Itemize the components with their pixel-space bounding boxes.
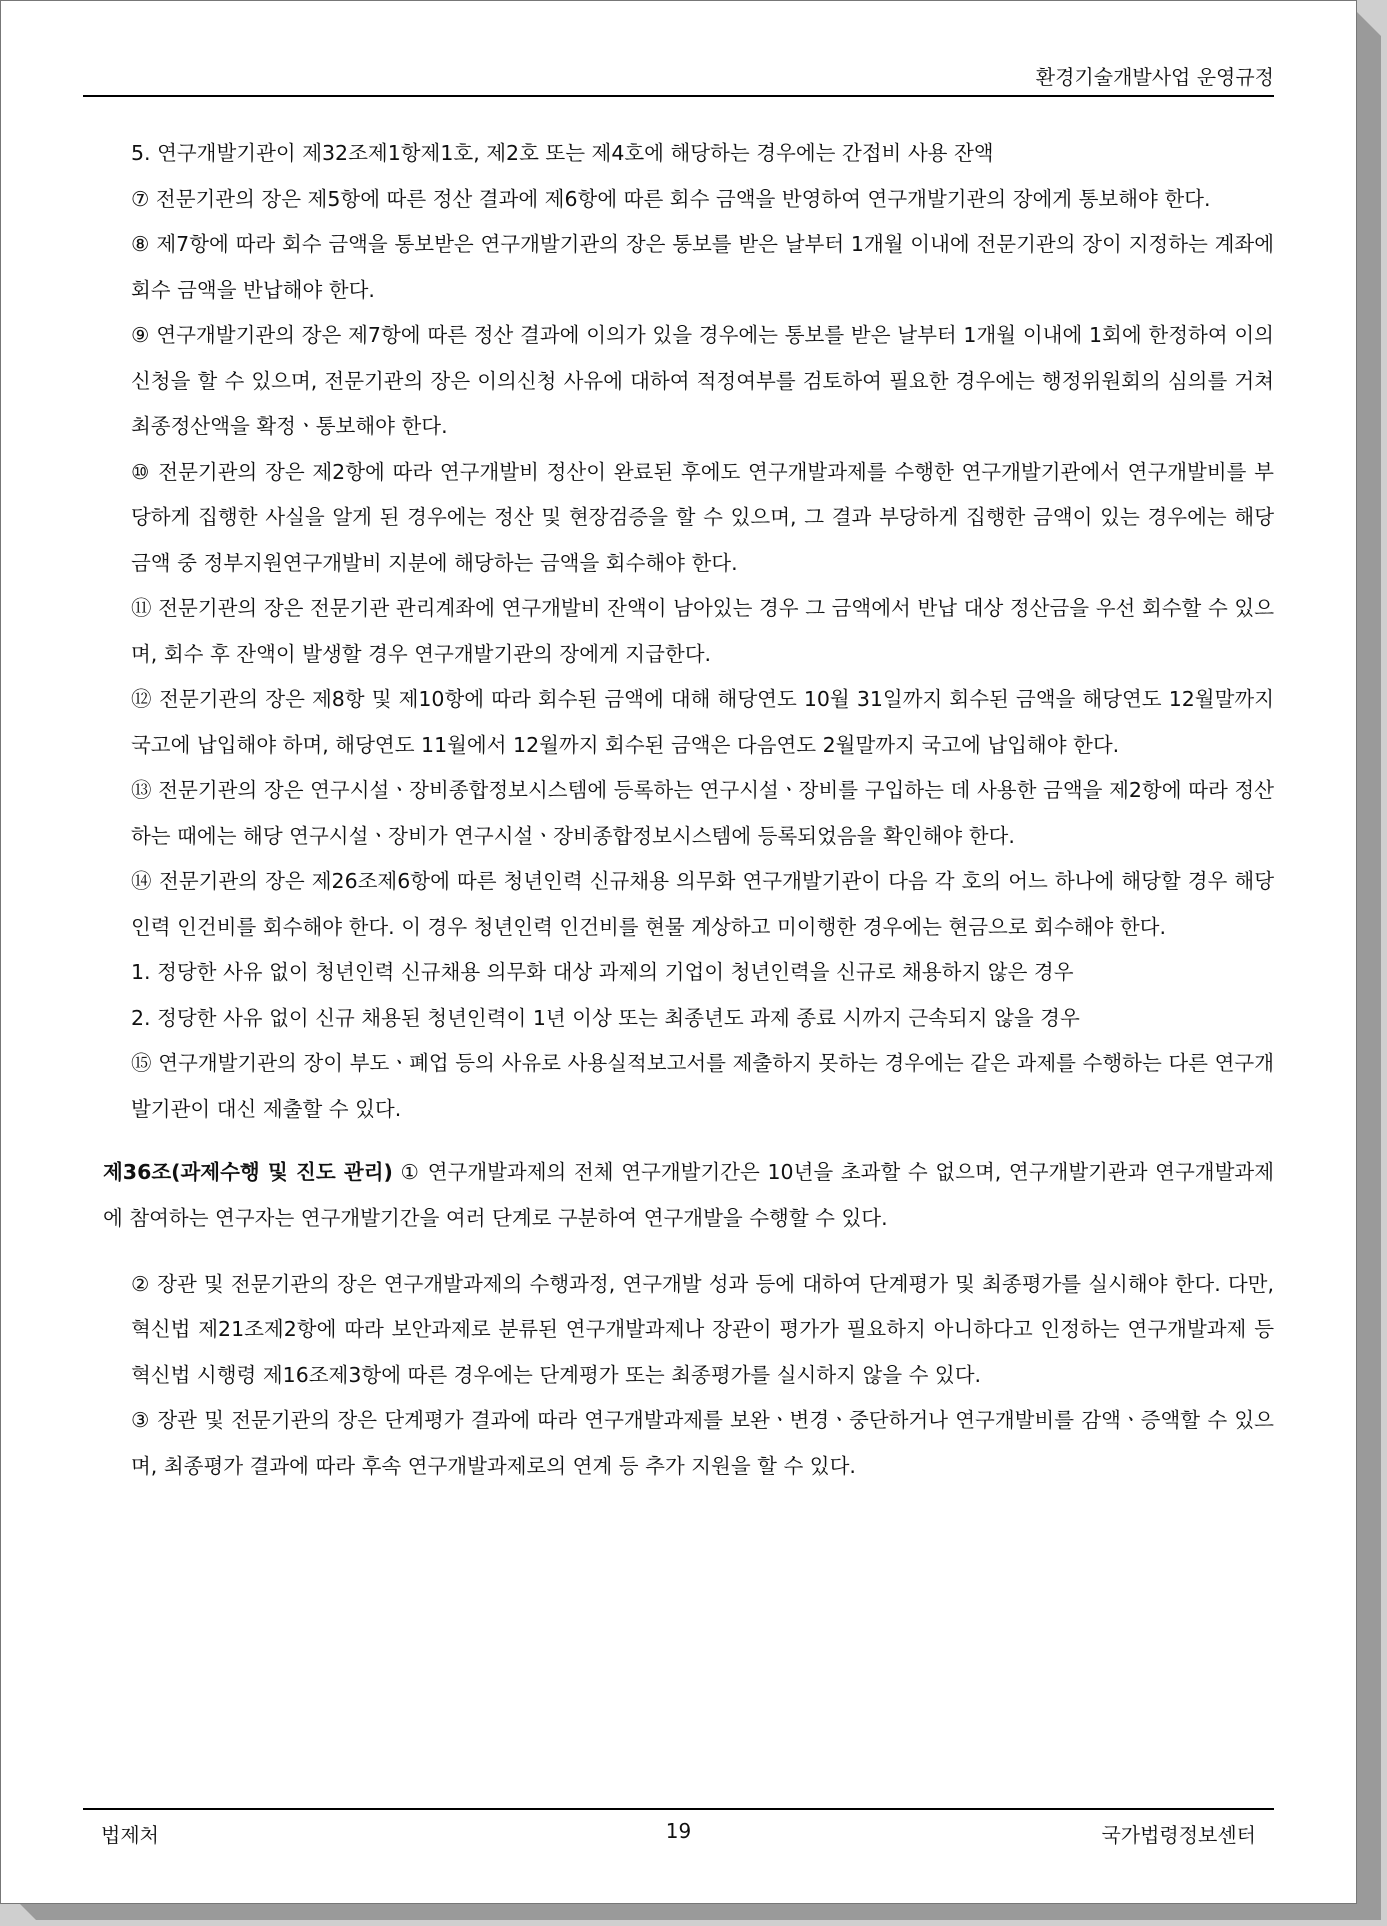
page-body xyxy=(83,131,1274,1489)
paragraph-9: ⑨ 연구개발기관의 장은 제7항에 따른 정산 결과에 이의가 있을 경우에는 통보를 받은 날부터 1개월 이내에 1회에 한정하여 이의신청을 할 수 있으며, 전문기관의 장은 이의신청 사유에 대하여 적정여부를 검토하여 필요한 경우에는 행정위원회의 심의를 거쳐 최종정산액을 확정ㆍ통보해야 한다. xyxy=(131,323,1274,438)
article-36-paragraph-3: ③ 장관 및 전문기관의 장은 단계평가 결과에 따라 연구개발과제를 보완ㆍ변경ㆍ중단하거나 연구개발비를 감액ㆍ증액할 수 있으며, 최종평가 결과에 따라 후속 연구개발과제로의 연계 등 추가 지원을 할 수 있다. xyxy=(131,1408,1274,1478)
page-number: 19 xyxy=(665,1819,692,1843)
footer-divider xyxy=(83,1808,1274,1810)
article-36-paragraph-2: ② 장관 및 전문기관의 장은 연구개발과제의 수행과정, 연구개발 성과 등에 대하여 단계평가 및 최종평가를 실시해야 한다. 다만, 혁신법 제21조제2항에 따라 보안과제로 분류된 연구개발과제나 장관이 평가가 필요하지 아니하다고 인정하는 연구개발과제 등 혁신법 시행령 제16조제3항에 따른 경우에는 단계평가 또는 최종평가를 실시하지 않을 수 있다. xyxy=(131,1271,1274,1387)
paragraph-14: ⑭ 전문기관의 장은 제26조제6항에 따른 청년인력 신규채용 의무화 연구개발기관이 다음 각 호의 어느 하나에 해당할 경우 해당인력 인건비를 회수해야 한다. 이 경우 청년인력 인건비를 현물 계상하고 미이행한 경우에는 현금으로 회수해야 한다. xyxy=(131,869,1274,939)
footer-right: 국가법령정보센터 xyxy=(1101,1823,1256,1847)
list-item-2: 2. 정당한 사유 없이 신규 채용된 청년인력이 1년 이상 또는 최종년도 과제 종료 시까지 근속되지 않을 경우 xyxy=(131,1005,1080,1030)
paragraph-11: ⑪ 전문기관의 장은 전문기관 관리계좌에 연구개발비 잔액이 남아있는 경우 그 금액에서 반납 대상 정산금을 우선 회수할 수 있으며, 회수 후 잔액이 발생할 경우 연구개발기관의 장에게 지급한다. xyxy=(131,596,1274,666)
paragraph-13: ⑬ 전문기관의 장은 연구시설ㆍ장비종합정보시스템에 등록하는 연구시설ㆍ장비를 구입하는 데 사용한 금액을 제2항에 따라 정산하는 때에는 해당 연구시설ㆍ장비가 연구시설ㆍ장비종합정보시스템에 등록되었음을 확인해야 한다. xyxy=(131,778,1274,848)
paragraph-15: ⑮ 연구개발기관의 장이 부도ㆍ폐업 등의 사유로 사용실적보고서를 제출하지 못하는 경우에는 같은 과제를 수행하는 다른 연구개발기관이 대신 제출할 수 있다. xyxy=(131,1051,1274,1121)
paragraph-12: ⑫ 전문기관의 장은 제8항 및 제10항에 따라 회수된 금액에 대해 해당연도 10월 31일까지 회수된 금액을 해당연도 12월말까지 국고에 납입해야 하며, 해당연도 11월에서 12월까지 회수된 금액은 다음연도 2월말까지 국고에 납입해야 한다. xyxy=(131,687,1274,757)
article-36 xyxy=(83,1150,1274,1241)
paragraph-7: ⑦ 전문기관의 장은 제5항에 따른 정산 결과에 제6항에 따른 회수 금액을 반영하여 연구개발기관의 장에게 통보해야 한다. xyxy=(131,186,1211,211)
page-footer xyxy=(101,1819,1256,1848)
list-item-5: 5. 연구개발기관이 제32조제1항제1호, 제2호 또는 제4호에 해당하는 경우에는 간접비 사용 잔액 xyxy=(131,141,994,165)
header-title: 환경기술개발사업 운영규정 xyxy=(1035,65,1274,89)
paragraph-10: ⑩ 전문기관의 장은 제2항에 따라 연구개발비 정산이 완료된 후에도 연구개발과제를 수행한 연구개발기관에서 연구개발비를 부당하게 집행한 사실을 알게 된 경우에는 정산 및 현장검증을 할 수 있으며, 그 결과 부당하게 집행한 금액이 있는 경우에는 해당 금액 중 정부지원연구개발비 지분에 해당하는 금액을 회수해야 한다. xyxy=(131,459,1274,575)
list-item-1: 1. 정당한 사유 없이 청년인력 신규채용 의무화 대상 과제의 기업이 청년인력을 신규로 채용하지 않은 경우 xyxy=(131,960,1074,984)
paragraph-8: ⑧ 제7항에 따라 회수 금액을 통보받은 연구개발기관의 장은 통보를 받은 날부터 1개월 이내에 전문기관의 장이 지정하는 계좌에 회수 금액을 반납해야 한다. xyxy=(131,232,1274,302)
article-title: 제36조(과제수행 및 진도 관리) xyxy=(103,1160,393,1184)
footer-left: 법제처 xyxy=(101,1823,159,1847)
article-36-paragraph-1: ① 연구개발과제의 전체 연구개발기간은 10년을 초과할 수 없으며, 연구개발기관과 연구개발과제에 참여하는 연구자는 연구개발기간을 여러 단계로 구분하여 연구개발을 수행할 수 있다. xyxy=(103,1160,1274,1230)
page-header xyxy=(83,61,1274,97)
